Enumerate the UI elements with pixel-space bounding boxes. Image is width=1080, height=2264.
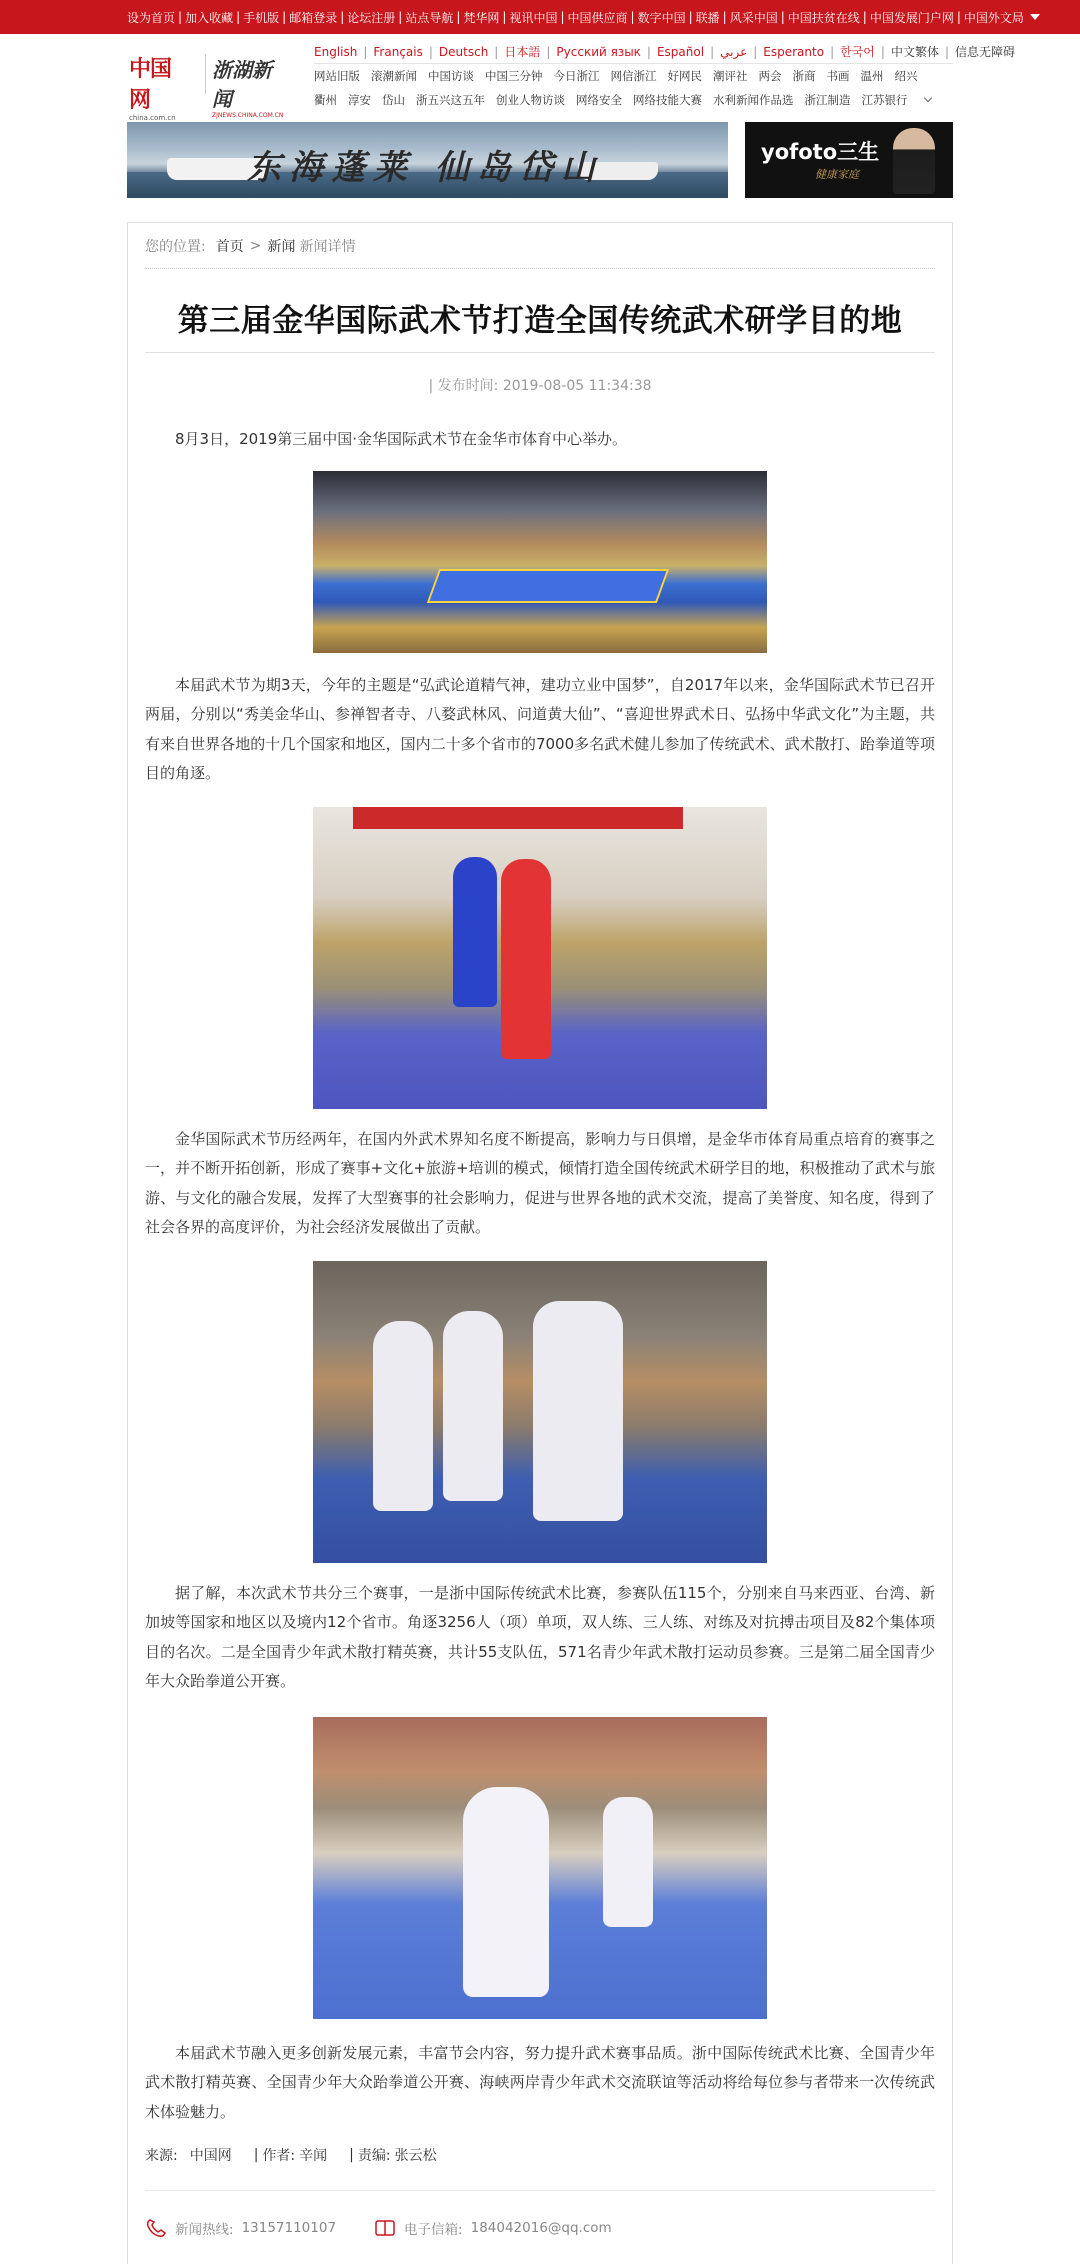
author-label: 作者:: [262, 2148, 296, 2164]
child-performer: [603, 1797, 653, 1927]
language-link[interactable]: Deutsch: [438, 44, 489, 59]
top-bar: [0, 0, 1080, 34]
site-link[interactable]: 潮评社: [713, 69, 748, 83]
breadcrumb-current: 新闻详情: [299, 238, 356, 255]
site-link[interactable]: 中国三分钟: [485, 69, 543, 83]
email-address[interactable]: 184042016@qq.com: [470, 2219, 612, 2236]
topbar-link[interactable]: 梵华网: [463, 10, 500, 25]
topbar-separator: |: [956, 10, 961, 24]
banner-calligraphy: 东海蓬莱 仙岛岱山: [247, 148, 603, 188]
breadcrumb: [145, 223, 935, 269]
article-paragraph: 据了解，本次武术节共分三个赛事，一是浙中国际传统武术比赛，参赛队伍115个，分别来自马来西亚、台湾、新加坡等国家和地区以及境内12个省市。角逐3256人（项）单项，双人练、三人练、对练及对抗搏击项目及82个集体项目的名次。二是全国青少年武术散打精英赛，共计55支队伍，571名青少年武术散打运动员参赛。三是第二届全国青少年大众跆拳道公开赛。: [145, 1583, 935, 1690]
topbar-link[interactable]: 设为首页: [127, 10, 176, 25]
site-link[interactable]: 浙商: [792, 69, 816, 83]
site-link[interactable]: 岱山: [382, 93, 405, 107]
site-link[interactable]: 中国访谈: [428, 69, 474, 83]
site-link[interactable]: 滚潮新闻: [371, 69, 417, 83]
hotline-label: 新闻热线:: [175, 2221, 234, 2238]
performer: [443, 1311, 503, 1501]
language-separator: |: [428, 44, 433, 59]
competition-mat: [427, 569, 669, 603]
site-link[interactable]: 江苏银行: [861, 93, 908, 107]
language-separator: |: [363, 44, 368, 59]
language-link[interactable]: عربي: [720, 44, 748, 59]
site-link[interactable]: 浙五兴这五年: [416, 93, 485, 107]
site-link[interactable]: 网信浙江: [610, 69, 657, 83]
phone-icon: [145, 2218, 167, 2238]
source-value: 中国网: [189, 2148, 232, 2164]
language-link[interactable]: Français: [373, 44, 423, 59]
topbar-link[interactable]: 加入收藏: [185, 10, 234, 25]
china-com-logo-sub1: china.com.cn: [129, 114, 176, 122]
topbar-link[interactable]: 论坛注册: [347, 10, 396, 25]
site-link[interactable]: 网络技能大赛: [633, 93, 702, 107]
site-link[interactable]: 两会: [758, 69, 782, 83]
publish-time: | 发布时间: 2019-08-05 11:34:38: [428, 378, 652, 394]
article-container: [127, 222, 953, 2264]
site-link[interactable]: 绍兴: [894, 69, 918, 83]
blue-fighter: [453, 857, 497, 1007]
child-performer: [463, 1787, 549, 1997]
email-label: 电子信箱:: [404, 2221, 463, 2238]
site-link[interactable]: 水利新闻作品选: [713, 93, 794, 107]
language-link[interactable]: Русский язык: [556, 44, 641, 59]
contact-bar: [145, 2190, 935, 2264]
language-link[interactable]: Español: [656, 44, 705, 59]
venue-banner: [353, 807, 683, 829]
language-links: [314, 40, 1016, 64]
yofoto-banner-ad[interactable]: [745, 122, 953, 198]
language-link[interactable]: 日本語: [504, 45, 541, 59]
sanda-fight-photo: [313, 807, 767, 1109]
site-links-row-2: [314, 88, 953, 112]
breadcrumb-news-link[interactable]: 新闻: [267, 238, 296, 255]
topbar-link[interactable]: 邮箱登录: [289, 10, 338, 25]
topbar-separator: |: [560, 10, 565, 24]
topbar-separator: |: [456, 10, 461, 24]
header-nav: [314, 40, 1016, 112]
daishan-banner-ad[interactable]: [127, 122, 728, 198]
site-link[interactable]: 创业人物访谈: [496, 93, 565, 107]
zj-news-logo-sub: ZJNEWS.CHINA.COM.CN: [212, 112, 284, 119]
site-link[interactable]: 网站旧版: [314, 69, 360, 83]
site-link[interactable]: 书画: [826, 69, 850, 83]
china-com-logo[interactable]: [129, 52, 191, 122]
topbar-link[interactable]: 中国发展门户网: [869, 10, 954, 25]
banner-area: [127, 122, 953, 198]
yofoto-brand: yofoto三生: [761, 140, 880, 164]
site-link[interactable]: 网络安全: [576, 93, 622, 107]
language-separator: |: [494, 44, 499, 59]
topbar-separator: |: [178, 10, 183, 24]
article-credits: [145, 2145, 935, 2165]
credit-divider: |: [253, 2147, 259, 2163]
language-separator: |: [830, 44, 835, 59]
topbar-link[interactable]: 中国扶贫在线: [787, 10, 860, 25]
article-paragraph: 金华国际武术节历经两年，在国内外武术界知名度不断提高，影响力与日俱增，是金华市体育局重点培育的赛事之一，并不断开拓创新，形成了赛事+文化+旅游+培训的模式，倾情打造全国传统武术研学目的地，积极推动了武术与旅游、与文化的融合发展，发挥了大型赛事的社会影响力，促进与世界各地的武术交流，提高了美誉度、知名度，得到了社会各界的高度评价，为社会经济发展做出了贡献。: [145, 1129, 935, 1236]
spokesperson-image: [893, 128, 935, 194]
site-links-row-1: [314, 64, 953, 88]
breadcrumb-prefix: 您的位置:: [145, 238, 206, 255]
hotline: [145, 2218, 336, 2238]
topbar-link[interactable]: 站点导航: [405, 10, 454, 25]
breadcrumb-separator: >: [249, 237, 262, 254]
site-link[interactable]: 浙江制造: [804, 93, 851, 107]
hotline-number[interactable]: 13157110107: [241, 2219, 337, 2236]
language-link[interactable]: English: [314, 44, 358, 59]
topbar-link[interactable]: 风采中国: [729, 10, 778, 25]
yofoto-slogan: 健康家庭: [815, 168, 859, 181]
site-link[interactable]: 好网民: [667, 69, 702, 83]
site-link[interactable]: 今日浙江: [553, 69, 600, 83]
article-paragraph: 8月3日，2019第三届中国·金华国际武术节在金华市体育中心举办。: [175, 430, 628, 448]
zj-news-logo-text: 浙湖新闻: [212, 58, 272, 111]
language-separator: |: [880, 44, 885, 59]
editor-value: 张云松: [394, 2148, 437, 2164]
site-header: [127, 40, 1016, 122]
topbar-separator: |: [688, 10, 693, 24]
article-title: 第三届金华国际武术节打造全国传统武术研学目的地: [145, 269, 935, 353]
source-label: 来源:: [145, 2148, 178, 2164]
stadium-photo: [313, 471, 767, 653]
topbar-link[interactable]: 中国供应商: [567, 10, 628, 25]
article-paragraph: 本届武术节为期3天，今年的主题是“弘武论道精气神，建功立业中国梦”，自2017年以来，金华国际武术节已召开两届，分别以“秀美金华山、参禅智者寺、八婺武林风、问道黄大仙”、“喜迎世界武术日、弘扬中华武文化”为主题，共有来自世界各地的十几个国家和地区，国内二十多个省市的7000多名武术健儿参加了传统武术、武术散打、跆拳道等项目的角逐。: [145, 675, 935, 782]
accessibility-link[interactable]: 信息无障碍: [955, 45, 1016, 59]
top-bar-links: [127, 0, 1024, 34]
topbar-separator: |: [630, 10, 635, 24]
red-fighter: [501, 859, 551, 1059]
china-com-logo-text: 中国网: [129, 56, 172, 113]
language-separator: |: [944, 44, 949, 59]
topbar-separator: |: [340, 10, 345, 24]
topbar-link[interactable]: 数字中国: [637, 10, 686, 25]
topbar-link[interactable]: 视讯中国: [509, 10, 558, 25]
editor-label: 责编:: [357, 2148, 391, 2164]
article-paragraph: 本届武术节融入更多创新发展元素，丰富节会内容，努力提升武术赛事品质。浙中国际传统武术比赛、全国青少年武术散打精英赛、全国青少年大众跆拳道公开赛、海峡两岸青少年武术交流联谊等活动将给每位参与者带来一次传统武术体验魅力。: [145, 2043, 935, 2121]
topbar-separator: |: [502, 10, 507, 24]
language-separator: |: [753, 44, 758, 59]
author-value: 辛闻: [299, 2148, 328, 2164]
kids-wushu-photo: [313, 1717, 767, 2019]
topbar-separator: |: [236, 10, 241, 24]
site-link[interactable]: 淳安: [348, 93, 371, 107]
topbar-separator: |: [862, 10, 867, 24]
topbar-separator: |: [282, 10, 287, 24]
topbar-separator: |: [780, 10, 785, 24]
chevron-down-icon[interactable]: [923, 94, 931, 102]
topbar-link[interactable]: 联播: [695, 10, 720, 25]
topbar-link[interactable]: 中国外文局: [963, 10, 1024, 25]
language-separator: |: [546, 44, 551, 59]
email: [374, 2218, 612, 2238]
mail-book-icon: [374, 2218, 396, 2238]
language-separator: |: [646, 44, 651, 59]
topbar-link[interactable]: 手机版: [243, 10, 280, 25]
traditional-chinese-link[interactable]: 中文繁体: [890, 45, 939, 59]
zj-news-logo[interactable]: [205, 54, 285, 119]
caret-down-icon[interactable]: [1030, 14, 1040, 20]
topbar-separator: |: [398, 10, 403, 24]
language-separator: |: [710, 44, 715, 59]
taichi-performance-photo: [313, 1261, 767, 1563]
language-link[interactable]: 한국어: [840, 45, 875, 59]
topbar-separator: |: [722, 10, 727, 24]
language-link[interactable]: Esperanto: [763, 44, 825, 59]
performer: [373, 1321, 433, 1511]
credit-divider: |: [349, 2147, 354, 2163]
performer: [533, 1301, 623, 1521]
breadcrumb-home-link[interactable]: 首页: [215, 238, 244, 255]
site-link[interactable]: 衢州: [314, 93, 337, 107]
site-link[interactable]: 温州: [860, 69, 884, 83]
